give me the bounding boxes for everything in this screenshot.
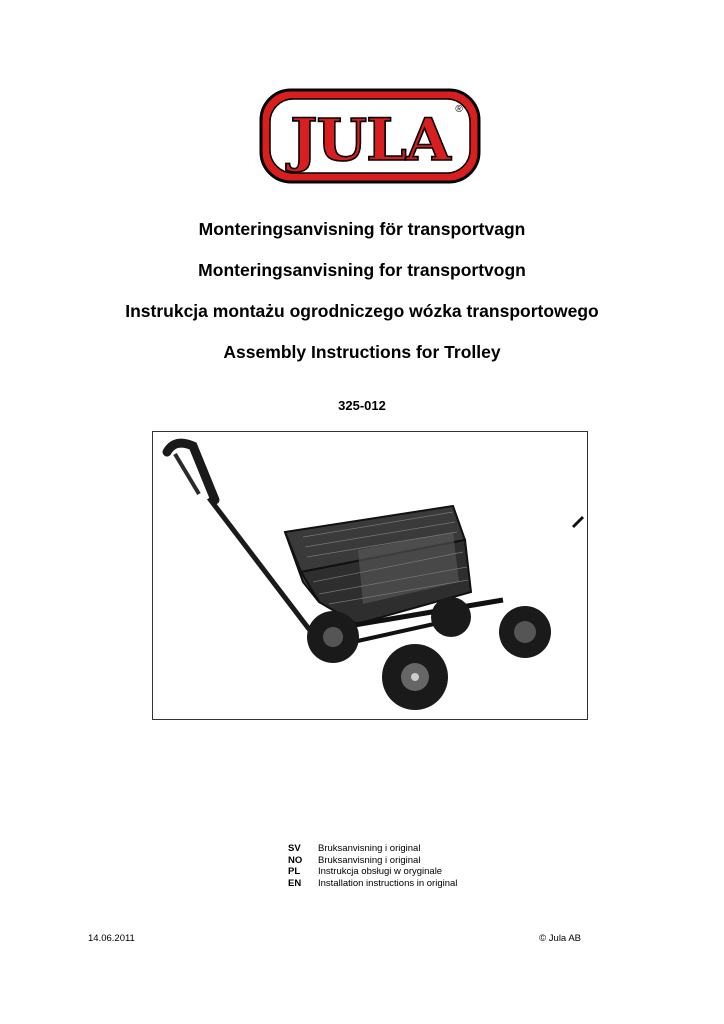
- language-code: SV: [288, 843, 301, 854]
- language-row: [288, 843, 457, 855]
- title-pl: Instrukcja montażu ogrodniczego wózka transportowego: [125, 301, 599, 321]
- title-no: Monteringsanvisning for transportvogn: [198, 260, 526, 280]
- product-photo: [152, 431, 588, 720]
- language-row: [288, 866, 457, 878]
- footer-copyright: © Jula AB: [539, 933, 581, 944]
- trolley-illustration: [153, 432, 588, 720]
- language-code: NO: [288, 854, 303, 866]
- language-text: Installation instructions in original: [318, 877, 458, 889]
- language-row: [288, 878, 457, 890]
- language-list: [288, 843, 457, 889]
- jula-logo: [259, 88, 481, 184]
- language-text: Instrukcja obsługi w oryginale: [318, 866, 443, 877]
- registered-mark: ®: [455, 104, 463, 115]
- logo-text: JULA: [290, 106, 450, 174]
- language-code: EN: [288, 877, 302, 889]
- title-en: Assembly Instructions for Trolley: [223, 342, 501, 362]
- language-code: PL: [288, 866, 301, 877]
- language-text: Bruksanvisning i original: [318, 843, 421, 854]
- model-number: 325-012: [338, 398, 386, 413]
- language-row: [288, 855, 457, 867]
- title-sv: Monteringsanvisning för transportvagn: [198, 219, 526, 239]
- footer-date: 14.06.2011: [88, 933, 135, 944]
- language-text: Bruksanvisning i original: [318, 854, 421, 866]
